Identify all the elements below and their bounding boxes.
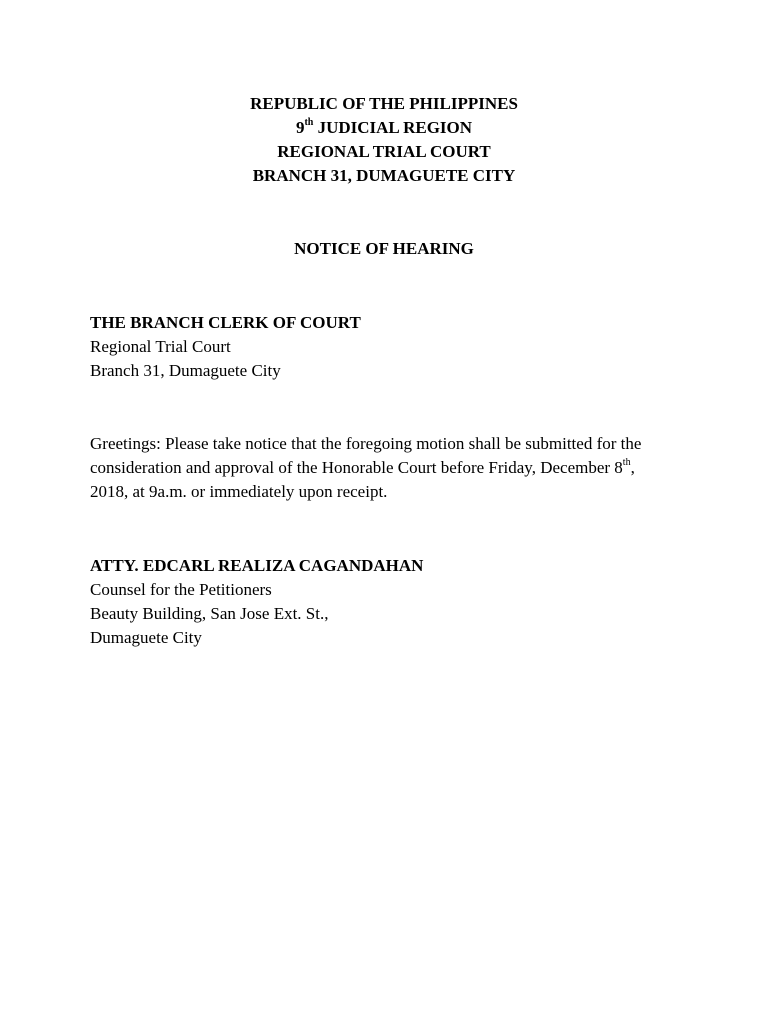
greeting-date-ordinal: th (622, 457, 631, 469)
court-header (0, 92, 768, 188)
counsel-address-2: Dumaguete City (90, 628, 202, 647)
header-branch: BRANCH 31, DUMAGUETE CITY (252, 166, 516, 185)
header-court: REGIONAL TRIAL COURT (277, 142, 491, 161)
greeting-line-2-comma: , (630, 458, 635, 477)
counsel-address-1: Beauty Building, San Jose Ext. St., (90, 604, 329, 623)
greeting-line-2-text: consideration and approval of the Honorable Court before Friday, December 8 (90, 458, 623, 477)
addressee-block (90, 311, 690, 383)
addressee-branch: Branch 31, Dumaguete City (90, 361, 281, 380)
notice-title: NOTICE OF HEARING (294, 239, 474, 258)
header-region-ordinal: th (304, 117, 314, 129)
counsel-name: ATTY. EDCARL REALIZA CAGANDAHAN (90, 556, 424, 575)
header-region-text: JUDICIAL REGION (313, 118, 473, 137)
addressee-name: THE BRANCH CLERK OF COURT (90, 313, 361, 332)
header-republic: REPUBLIC OF THE PHILIPPINES (250, 94, 518, 113)
header-judicial-region (0, 116, 768, 140)
greeting-paragraph (90, 432, 690, 504)
greeting-line-3: 2018, at 9a.m. or immediately upon receipt. (90, 482, 388, 501)
greeting-line-2 (90, 456, 690, 480)
greeting-line-1: Greetings: Please take notice that the foregoing motion shall be submitted for the (90, 434, 642, 453)
counsel-role: Counsel for the Petitioners (90, 580, 272, 599)
header-region-number: 9 (295, 118, 305, 137)
counsel-block (90, 554, 690, 650)
addressee-court: Regional Trial Court (90, 337, 231, 356)
